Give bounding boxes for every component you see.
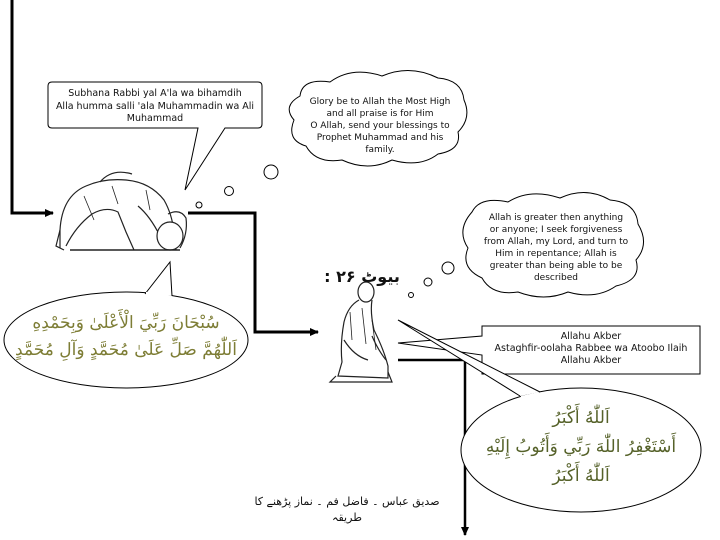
arabic-text-sajdah: سُبْحَانَ رَبِّيَ الْأَعْلَىٰ وَبِحَمْدِهِ اَللّٰهُمَّ صَلِّ عَلَىٰ مُحَمَّدٍ وَآلِ مُحَمَّدٍ: [15, 313, 237, 360]
footer-text: صدیق عباس ۔ فاضل فم ۔ نماز پڑھنے کا طریقہ: [254, 495, 440, 524]
thought-text-sajdah: Glory be to Allah the Most High and all praise is for Him O Allah, send your blessings to Prophet Muhammad and his family.: [309, 97, 451, 155]
prostrating-figure: [56, 172, 186, 250]
thought-dot: [442, 262, 454, 274]
step-label: بیوٹ ۲۶ :: [324, 267, 400, 286]
speech-text-sajdah: Subhana Rabbi yal A'la wa bihamdih Alla humma salli 'ala Muhammadin wa Ali Muhammad: [55, 88, 255, 124]
thought-dot: [409, 293, 414, 298]
thought-dot: [196, 202, 202, 208]
arabic-text-sitting: اَللّٰهُ أَكْبَرُ أَسْتَغْفِرُ اللّٰهَ رَبِّي وَأَتُوبُ إِلَيْهِ اَللّٰهُ أَكْبَرُ: [485, 408, 677, 486]
thought-dot: [264, 165, 278, 179]
flow-line-to-sajdah: [12, 0, 53, 213]
arabic-bubble-tail: [145, 262, 172, 296]
thought-dot: [424, 278, 432, 286]
sitting-figure: [330, 282, 392, 382]
thought-dot: [225, 187, 234, 196]
speech-text-sitting: Allahu Akber Astaghfir-oolaha Rabbee wa Atoobo Ilaih Allahu Akber: [494, 331, 688, 366]
thought-text-sitting: Allah is greater then anything or anyone; I seek forgiveness from Allah, my Lord, and turn to Him in repentance; Allah is greater than being able to be described: [483, 213, 629, 283]
